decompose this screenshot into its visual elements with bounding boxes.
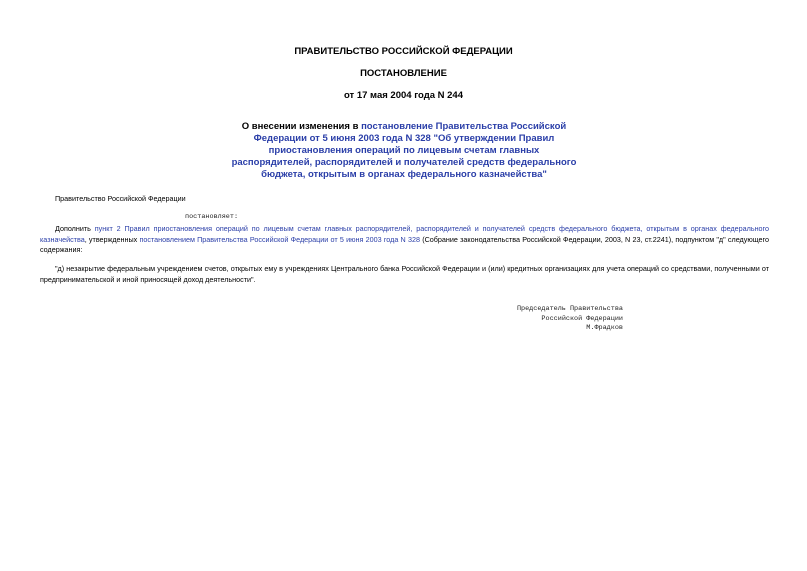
signature-name: М.Фрадков <box>586 324 623 332</box>
document-heading <box>228 121 580 181</box>
resolves-word: постановляет: <box>185 213 239 221</box>
heading-prefix: О внесении изменения в <box>241 121 362 132</box>
signature-position: Председатель Правительства <box>516 305 623 313</box>
government-name: Правительство Российской Федерации <box>55 194 186 203</box>
amended-resolution-link[interactable]: постановление Правительства Российской Федерации от 5 июня 2003 года N 328 "Об утверждении Правил приостановления операций по лицевым счетам главных распорядителей, распорядителей и получателей средств федерального бюджета, открытым в органах федерального казначейства" <box>231 121 577 180</box>
signature-organization: Российской Федерации <box>541 314 623 323</box>
main-text-1: Дополнить <box>55 224 95 233</box>
main-text-2: , утвержденных <box>84 234 140 244</box>
government-title: ПРАВИТЕЛЬСТВО РОССИЙСКОЙ ФЕДЕРАЦИИ <box>294 46 513 57</box>
document-date: от 17 мая 2004 года N 244 <box>343 90 464 101</box>
rules-clause-link[interactable]: пункт 2 Правил приостановления операций по лицевым счетам главных распорядителей, распорядителей и получателей средств федерального бюджета, открытым в органах федерального казначейства <box>40 224 770 244</box>
document-type: ПОСТАНОВЛЕНИЕ <box>360 68 447 79</box>
main-text-3: (Собрание законодательства Российской Федерации, 2003, N 23, ст.2241), подпунктом "д" следующего содержания: <box>40 234 770 254</box>
signature-block <box>470 305 623 334</box>
quoted-subclause: "д) незакрытие федеральным учреждением счетов, открытых ему в учреждениях Центрального банка Российской Федерации и (или) кредитных организациях для учета операций со средствами, полученными от предпринимательской и иной приносящей доход деятельности". <box>40 264 769 284</box>
main-paragraph <box>40 224 769 256</box>
resolution-328-link[interactable]: постановлением Правительства Российской Федерации от 5 июня 2003 года N 328 <box>139 234 420 244</box>
